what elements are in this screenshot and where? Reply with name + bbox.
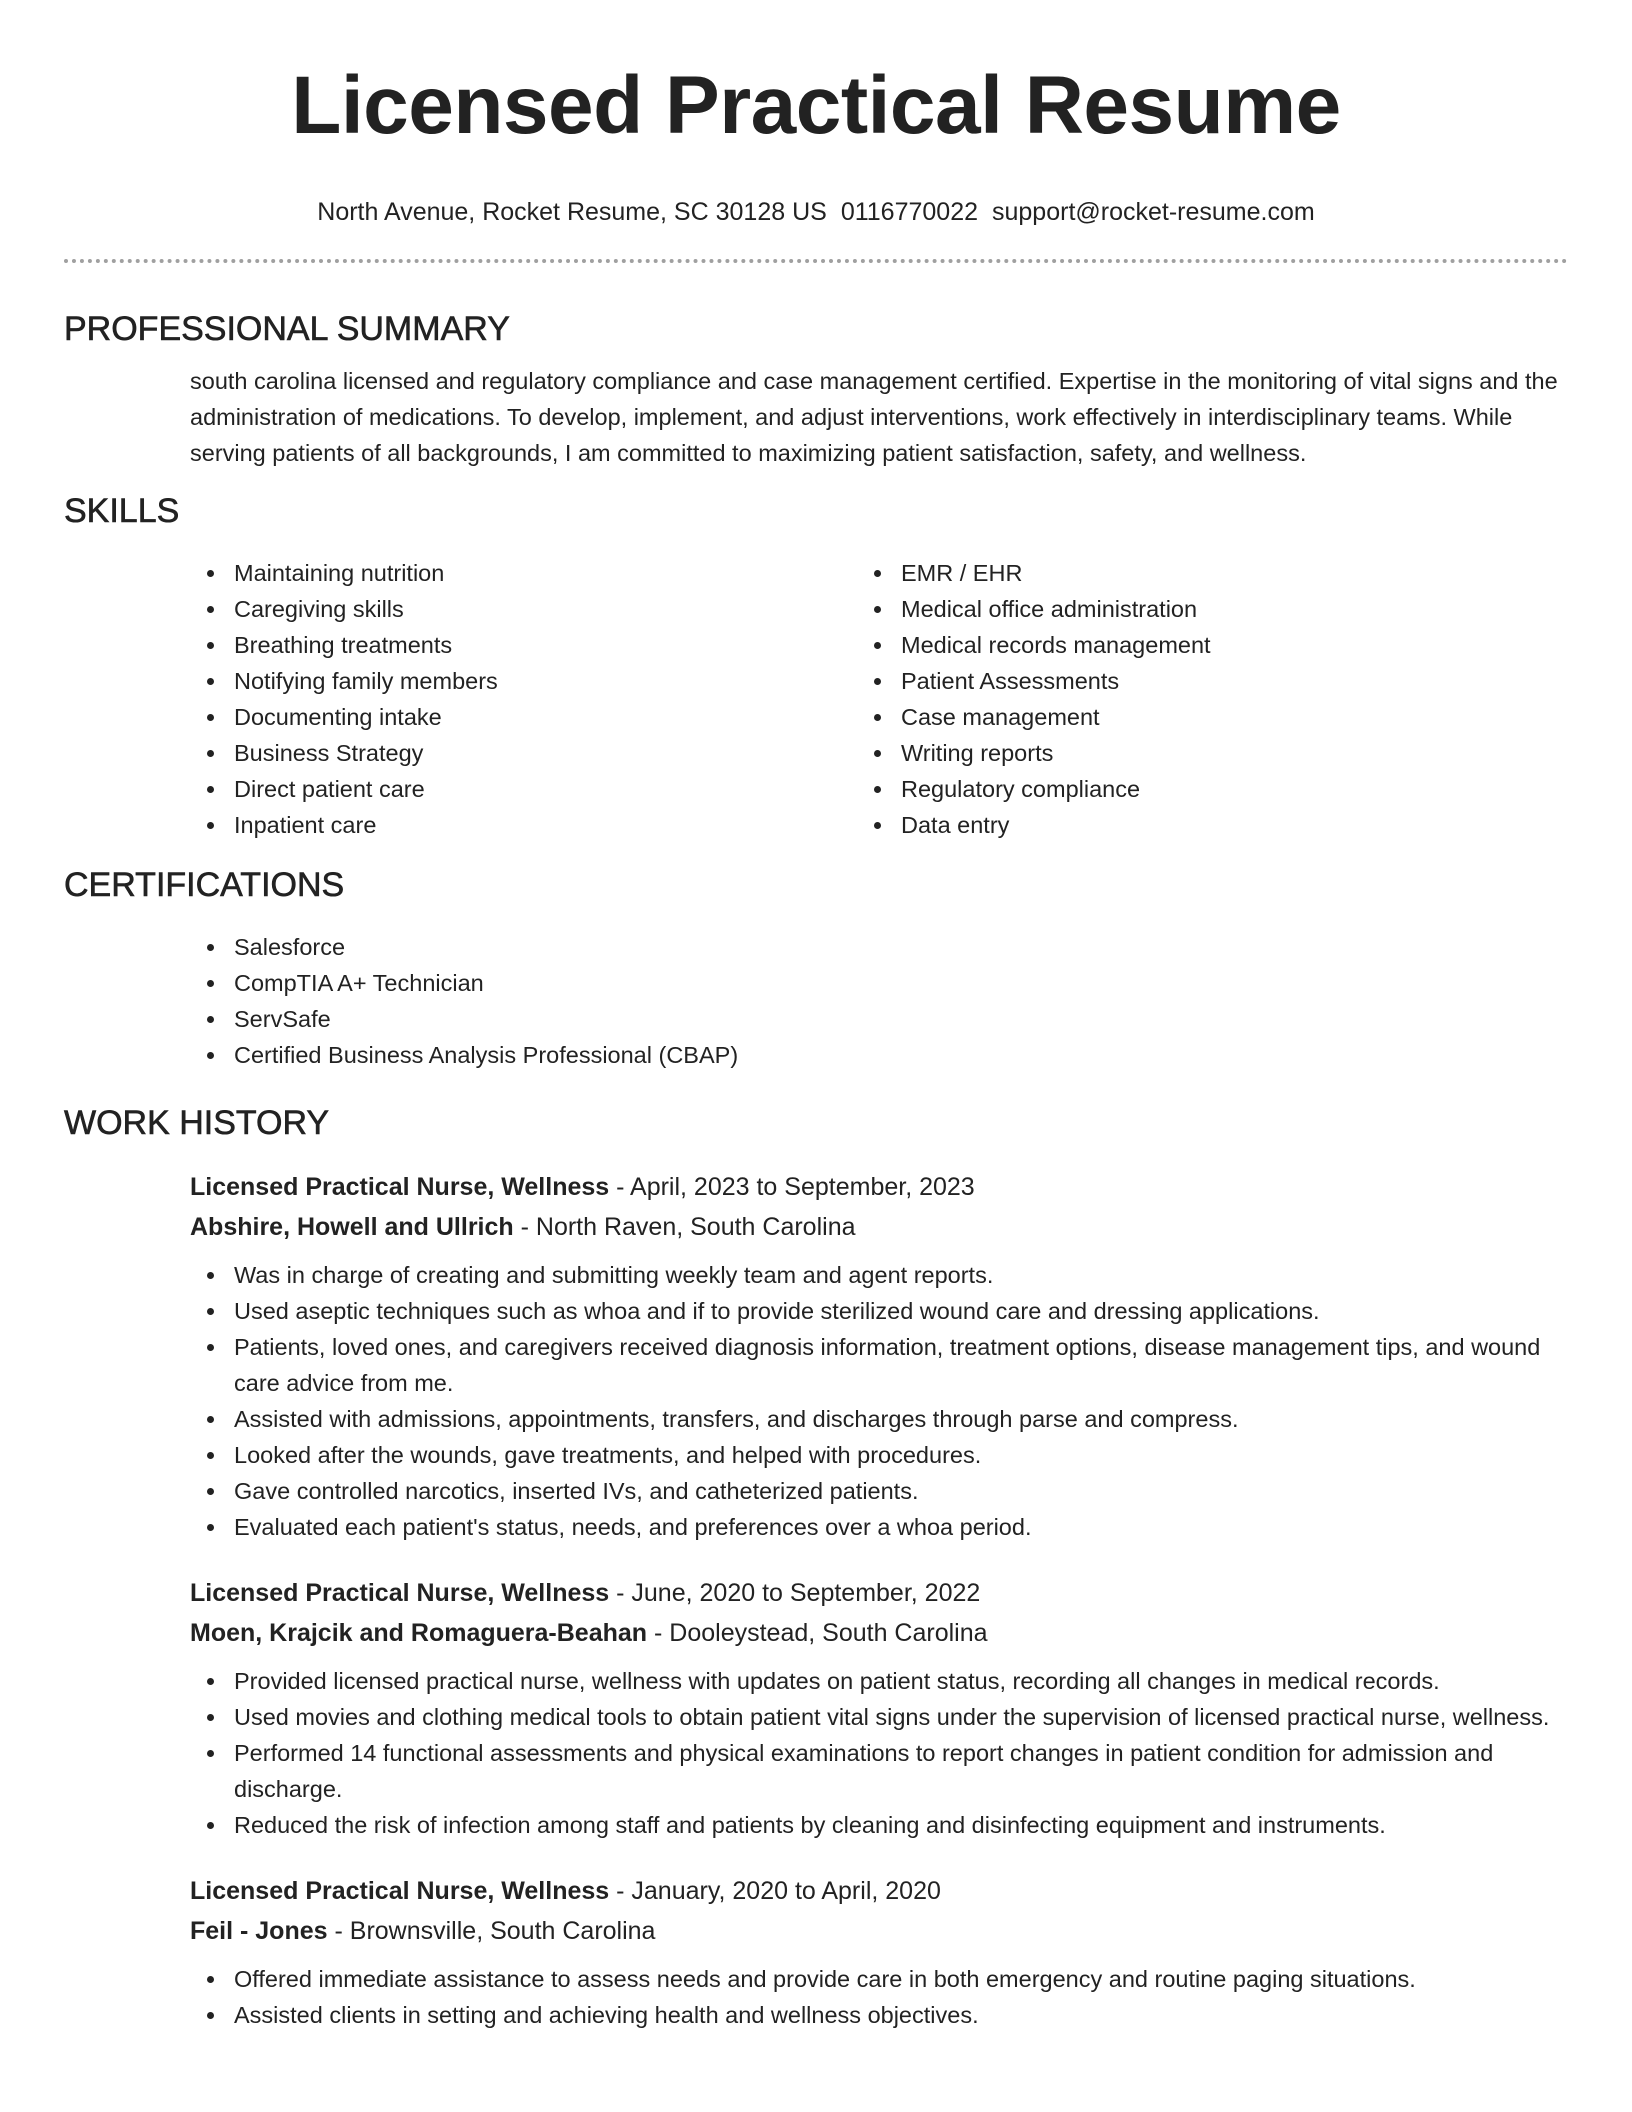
- skill-item: Data entry: [901, 807, 1568, 843]
- contact-phone: 0116770022: [840, 198, 978, 226]
- skill-item: Notifying family members: [234, 663, 901, 699]
- job-company-line: [190, 1911, 1568, 1951]
- skills-list-left: [64, 555, 901, 843]
- job-company-line: [190, 1207, 1568, 1247]
- job-entry: [64, 1871, 1568, 2033]
- job-company: Feil - Jones: [190, 1917, 328, 1945]
- job-bullets: [64, 1257, 1568, 1545]
- job-bullets: [64, 1663, 1568, 1843]
- job-bullet: Assisted clients in setting and achieving health and wellness objectives.: [234, 1997, 1568, 2033]
- skill-item: Business Strategy: [234, 735, 901, 771]
- job-bullet: Assisted with admissions, appointments, transfers, and discharges through parse and compress.: [234, 1401, 1568, 1437]
- certification-item: Salesforce: [234, 929, 1568, 965]
- job-bullet: Used aseptic techniques such as whoa and if to provide sterilized wound care and dressing applications.: [234, 1293, 1568, 1329]
- work-history-section: [64, 1101, 1568, 2033]
- job-title-line: [190, 1871, 1568, 1911]
- job-bullet: Gave controlled narcotics, inserted IVs, and catheterized patients.: [234, 1473, 1568, 1509]
- job-location: - North Raven, South Carolina: [513, 1213, 856, 1241]
- job-bullet: Evaluated each patient's status, needs, and preferences over a whoa period.: [234, 1509, 1568, 1545]
- job-company: Abshire, Howell and Ullrich: [190, 1213, 514, 1241]
- job-bullet: Reduced the risk of infection among staff and patients by cleaning and disinfecting equipment and instruments.: [234, 1807, 1568, 1843]
- certification-item: CompTIA A+ Technician: [234, 965, 1568, 1001]
- job-entry: [64, 1167, 1568, 1545]
- job-bullet: Used movies and clothing medical tools to obtain patient vital signs under the supervision of licensed practical nurse, wellness.: [234, 1699, 1568, 1735]
- contact-address: North Avenue, Rocket Resume, SC 30128 US: [317, 198, 827, 226]
- resume-title: Licensed Practical Resume: [291, 60, 1341, 151]
- skills-list-right: [901, 555, 1568, 843]
- skill-item: Breathing treatments: [234, 627, 901, 663]
- header-divider: [64, 259, 1568, 263]
- skill-item: Documenting intake: [234, 699, 901, 735]
- summary-text: south carolina licensed and regulatory compliance and case management certified. Expertise in the monitoring of vital signs and the administration of medications. To develop, implement, and adjust interventions, work effectively in interdisciplinary teams. While serving patients of all backgrounds, I am committed to maximizing patient satisfaction, safety, and wellness.: [190, 368, 1558, 466]
- job-bullet: Looked after the wounds, gave treatments, and helped with procedures.: [234, 1437, 1568, 1473]
- skill-item: Medical records management: [901, 627, 1568, 663]
- skill-item: Maintaining nutrition: [234, 555, 901, 591]
- job-location: - Brownsville, South Carolina: [327, 1917, 656, 1945]
- certifications-section: [64, 863, 1568, 1073]
- skill-item: Writing reports: [901, 735, 1568, 771]
- skill-item: Caregiving skills: [234, 591, 901, 627]
- skills-section: [64, 489, 1568, 843]
- job-bullet: Provided licensed practical nurse, wellness with updates on patient status, recording all changes in medical records.: [234, 1663, 1568, 1699]
- job-title-line: [190, 1573, 1568, 1613]
- job-bullet: Offered immediate assistance to assess needs and provide care in both emergency and routine paging situations.: [234, 1961, 1568, 1997]
- job-role: Licensed Practical Nurse, Wellness: [190, 1173, 610, 1201]
- certifications-heading: CERTIFICATIONS: [64, 866, 345, 904]
- certifications-list: [64, 929, 1568, 1073]
- skill-item: Inpatient care: [234, 807, 901, 843]
- job-title-line: [190, 1167, 1568, 1207]
- certification-item: ServSafe: [234, 1001, 1568, 1037]
- job-dates: - January, 2020 to April, 2020: [609, 1877, 941, 1905]
- skill-item: Patient Assessments: [901, 663, 1568, 699]
- summary-heading: PROFESSIONAL SUMMARY: [64, 310, 510, 348]
- skill-item: Medical office administration: [901, 591, 1568, 627]
- job-bullets: [64, 1961, 1568, 2033]
- job-dates: - June, 2020 to September, 2022: [609, 1579, 981, 1607]
- job-role: Licensed Practical Nurse, Wellness: [190, 1579, 610, 1607]
- contact-email[interactable]: support@rocket-resume.com: [992, 198, 1315, 226]
- skill-item: Direct patient care: [234, 771, 901, 807]
- skill-item: EMR / EHR: [901, 555, 1568, 591]
- contact-line: [64, 196, 1568, 228]
- certification-item: Certified Business Analysis Professional (CBAP): [234, 1037, 1568, 1073]
- skill-item: Regulatory compliance: [901, 771, 1568, 807]
- summary-section: [64, 307, 1568, 471]
- job-bullet: Patients, loved ones, and caregivers received diagnosis information, treatment options, disease management tips, and wound care advice from me.: [234, 1329, 1568, 1401]
- job-location: - Dooleystead, South Carolina: [647, 1619, 988, 1647]
- work-history-heading: WORK HISTORY: [64, 1104, 330, 1142]
- job-bullet: Was in charge of creating and submitting weekly team and agent reports.: [234, 1257, 1568, 1293]
- skills-heading: SKILLS: [64, 492, 180, 530]
- job-role: Licensed Practical Nurse, Wellness: [190, 1877, 610, 1905]
- skill-item: Case management: [901, 699, 1568, 735]
- skills-columns: [64, 555, 1568, 843]
- job-dates: - April, 2023 to September, 2023: [609, 1173, 975, 1201]
- job-bullet: Performed 14 functional assessments and physical examinations to report changes in patient condition for admission and discharge.: [234, 1735, 1568, 1807]
- job-company: Moen, Krajcik and Romaguera-Beahan: [190, 1619, 648, 1647]
- job-entry: [64, 1573, 1568, 1843]
- job-company-line: [190, 1613, 1568, 1653]
